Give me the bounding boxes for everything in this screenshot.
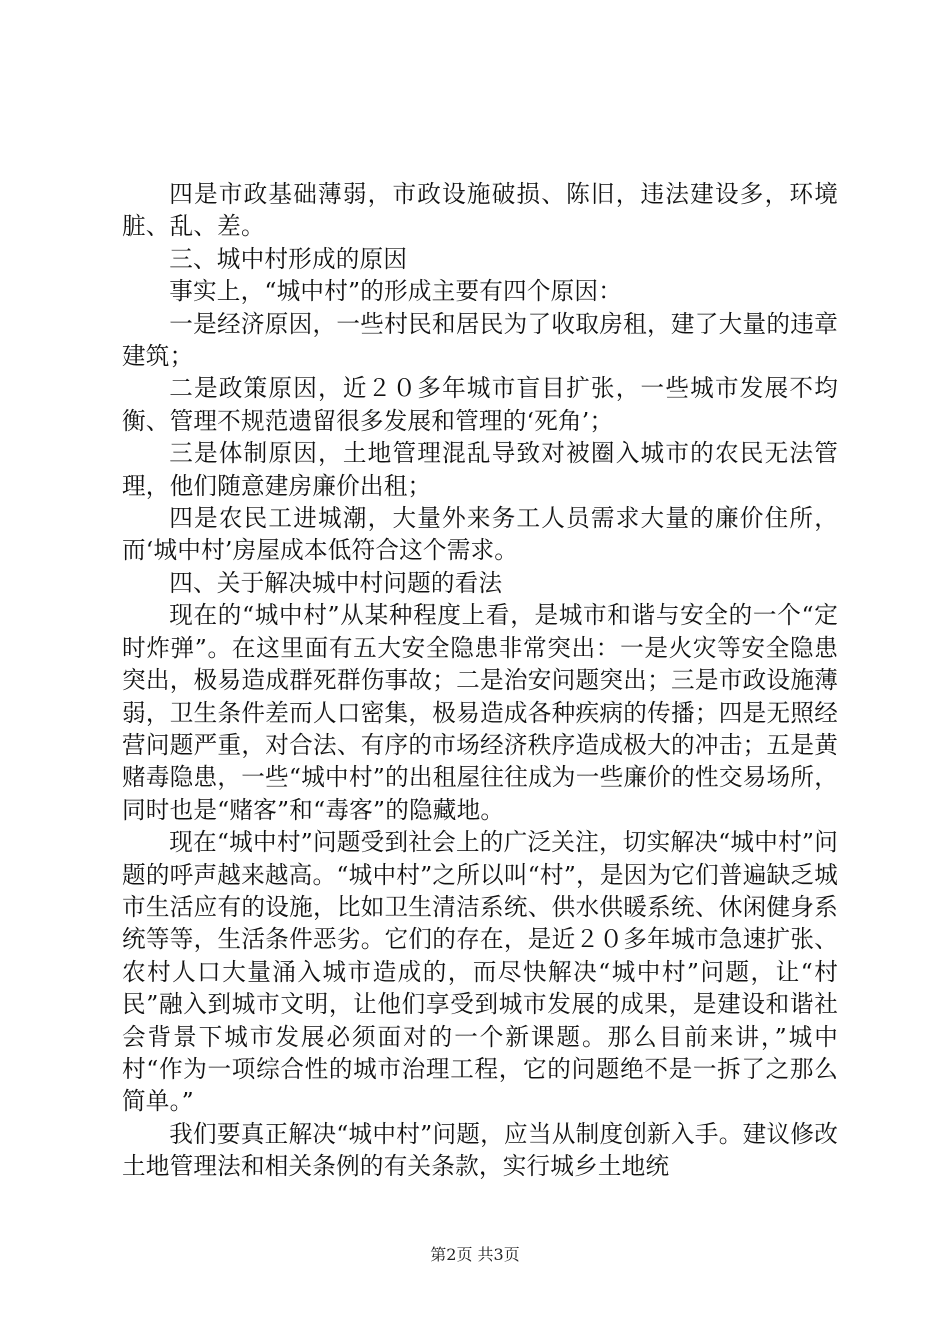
paragraph-institutional-innovation: 我们要真正解决“城中村”问题，应当从制度创新入手。建议修改土地管理法和相关条例的有关条款，实行城乡土地统 — [122, 1119, 838, 1181]
paragraph-four-causes-intro: 事实上，“城中村”的形成主要有四个原因： — [169, 277, 622, 306]
paragraph-municipal-weakness: 四是市政基础薄弱，市政设施破损、陈旧，违法建设多，环境脏、乱、差。 — [122, 180, 838, 241]
page-number-footer: 第2页 共3页 — [430, 1245, 520, 1264]
paragraph-public-attention: 现在“城中村”问题受到社会上的广泛关注，切实解决“城中村”问题的呼声越来越高。“城中村”之所以叫“村”，是因为它们普遍缺乏城市生活应有的设施，比如卫生清洁系统、供水供暖系统、休闲健身系统等等，生活条件恶劣。它们的存在，是近２０多年城市急速扩张、农村人口大量涌入城市造成的，而尽快解决“城中村”问题，让“村民”融入到城市文明，让他们享受到城市发展的成果，是建设和谐社会背景下城市发展必须面对的一个新课题。那么目前来讲，”城中村“作为一项综合性的城市治理工程，它的问题绝不是一拆了之那么简单。” — [122, 828, 838, 1116]
paragraph-economic-cause: 一是经济原因，一些村民和居民为了收取房租，建了大量的违章建筑； — [122, 309, 838, 371]
paragraph-migrant-cause: 四是农民工进城潮，大量外来务工人员需求大量的廉价住所，而‘城中村’房屋成本低符合这个需求。 — [122, 504, 838, 565]
paragraph-safety-hazards: 现在的“城中村”从某种程度上看，是城市和谐与安全的一个“定时炸弹”。在这里面有五大安全隐患非常突出：一是火灾等安全隐患突出，极易造成群死群伤事故；二是治安问题突出；三是市政设施薄弱，卫生条件差而人口密集，极易造成各种疾病的传播；四是无照经营问题严重，对合法、有序的市场经济秩序造成极大的冲击；五是黄赌毒隐患，一些“城中村”的出租屋往往成为一些廉价的性交易场所，同时也是“赌客”和“毒客”的隐藏地。 — [122, 601, 838, 824]
paragraph-policy-cause: 二是政策原因，近２０多年城市盲目扩张，一些城市发展不均衡、管理不规范遗留很多发展和管理的‘死角’； — [122, 374, 838, 435]
document-body — [122, 178, 838, 1183]
section-heading-solutions: 四、关于解决城中村问题的看法 — [169, 568, 503, 597]
paragraph-institutional-cause: 三是体制原因，土地管理混乱导致对被圈入城市的农民无法管理，他们随意建房廉价出租； — [122, 439, 838, 500]
section-heading-causes: 三、城中村形成的原因 — [169, 244, 408, 273]
